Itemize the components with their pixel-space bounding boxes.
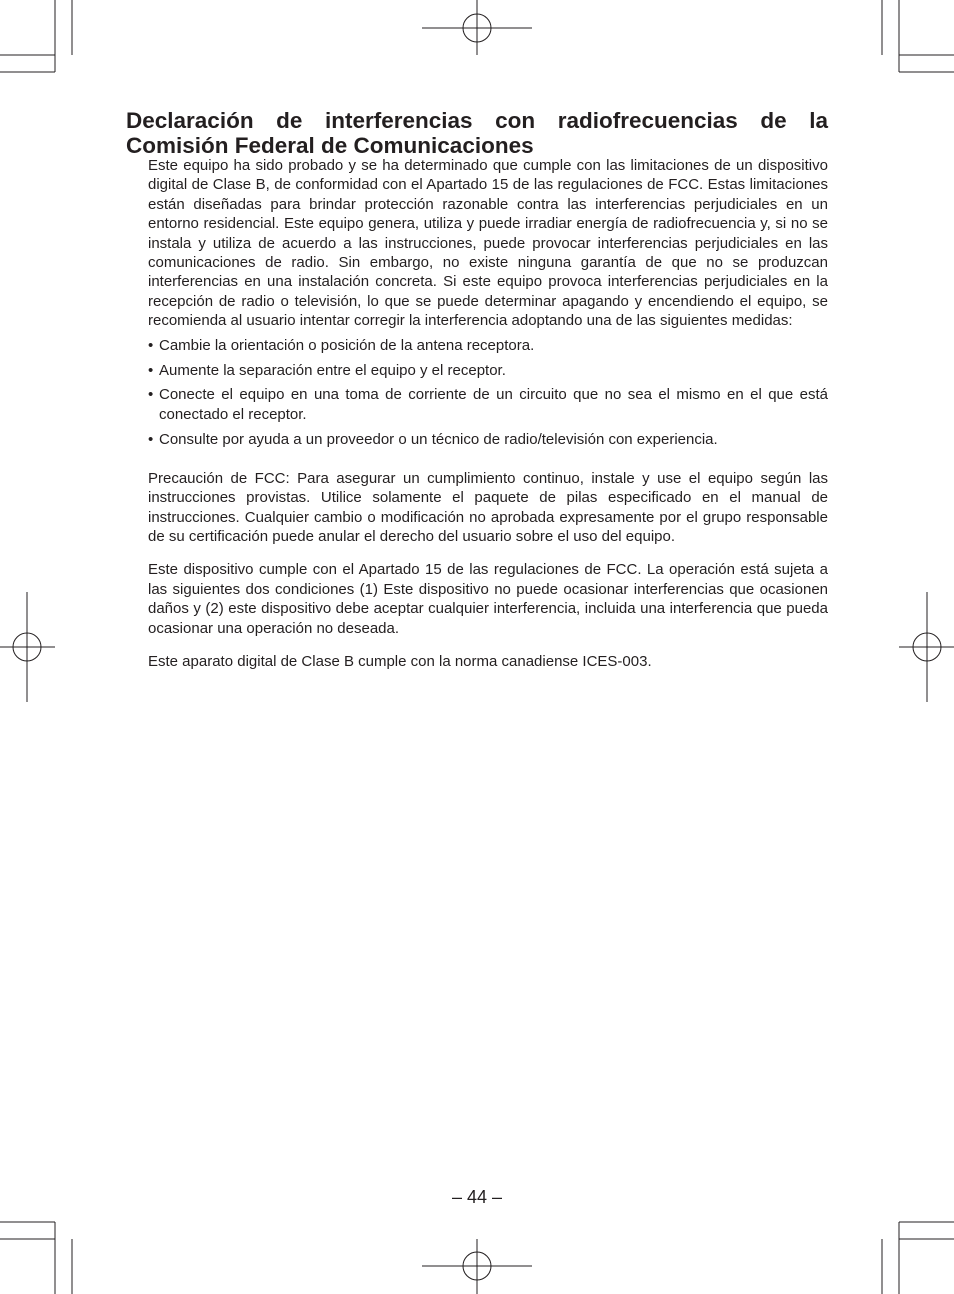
page-number: – 44 –: [451, 1187, 503, 1207]
document-body: [148, 156, 828, 671]
intro-paragraph: Este equipo ha sido probado y se ha determinado que cumple con las limitaciones de un dispositivo digital de Clase B, de conformidad con el Apartado 15 de las regulaciones de FCC. Estas limitaciones están diseñadas para brindar protección razonable contra las interferencias perjudiciales en un entorno residencial. Este equipo genera, utiliza y puede irradiar energía de radiofrecuencia y, si no se instala y utiliza de acuerdo a las instrucciones, puede provocar interferencias perjudiciales en las comunicaciones de radio. Sin embargo, no existe ninguna garantía de que no se produzcan interferencias en una instalación concreta. Si este equipo provoca interferencias perjudiciales en la recepción de radio o televisión, lo que se puede determinar apagando y encendiendo el equipo, se recomienda al usuario intentar corregir la interferencia adoptando una de las siguientes medidas:: [148, 157, 828, 330]
caution-paragraph: Precaución de FCC: Para asegurar un cumplimiento continuo, instale y use el equipo según las instrucciones provistas. Utilice solamente el paquete de pilas especificado en el manual de instrucciones. Cualquier cambio o modificación no aprobada expresamente por el grupo responsable de su certificación puede anular el derecho del usuario sobre el uso del equipo.: [148, 469, 828, 545]
section-heading: [126, 108, 828, 158]
list-item: • Cambie la orientación o posición de la antena receptora.: [148, 336, 828, 355]
list-item: • Aumente la separación entre el equipo y el receptor.: [148, 361, 828, 380]
heading-line-2: Comisión Federal de Comunicaciones: [126, 133, 534, 158]
canada-paragraph: Este aparato digital de Clase B cumple con la norma canadiense ICES-003.: [148, 652, 652, 670]
measures-list: [148, 336, 828, 450]
list-item: • Conecte el equipo en una toma de corriente de un circuito que no sea el mismo en el que está conectado el receptor.: [148, 385, 828, 424]
conditions-paragraph: Este dispositivo cumple con el Apartado 15 de las regulaciones de FCC. La operación está sujeta a las siguientes dos condiciones (1) Este dispositivo no puede ocasionar interferencias que ocasionen daños y (2) este dispositivo debe aceptar cualquier interferencia, incluida una interferencia que pueda ocasionar una operación no deseada.: [148, 561, 828, 637]
list-item: • Consulte por ayuda a un proveedor o un técnico de radio/televisión con experiencia.: [148, 430, 828, 449]
heading-line-1: Declaración de interferencias con radiofrecuencias de la: [126, 108, 828, 133]
